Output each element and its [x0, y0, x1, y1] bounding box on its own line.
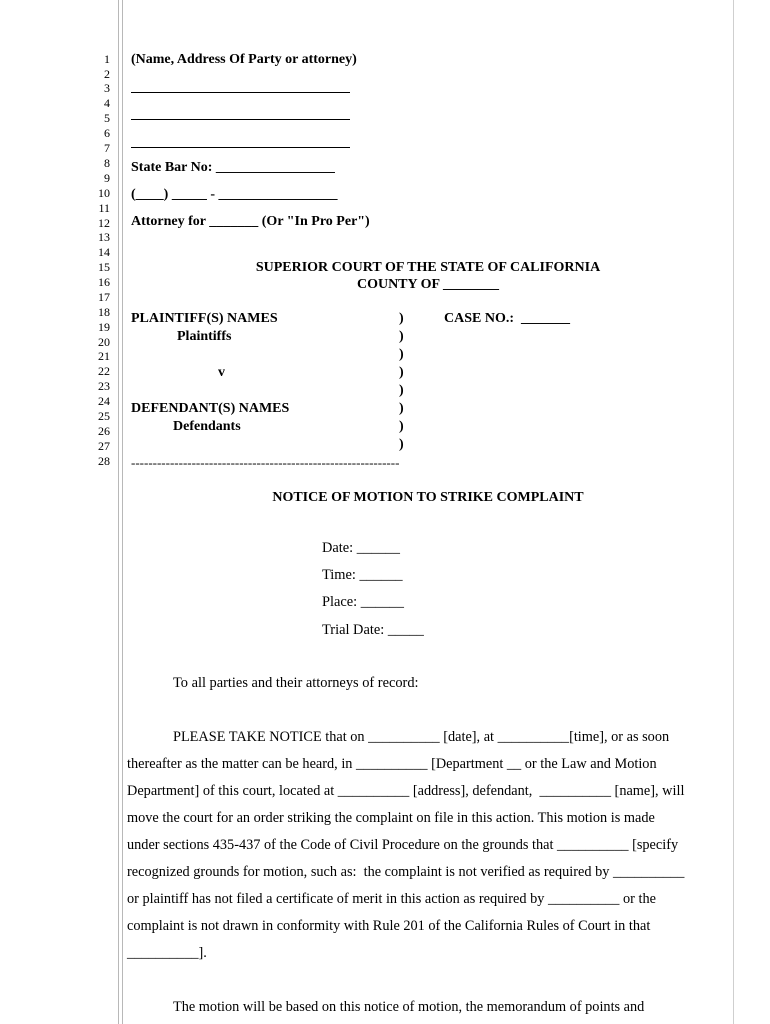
body-line: complaint is not drawn in conformity with Rule 201 of the California Rules of Court in that [127, 918, 651, 934]
hearing-place: Place: ______ [322, 594, 404, 610]
salutation: To all parties and their attorneys of record: [173, 675, 419, 691]
line-number: 23 [98, 379, 110, 393]
line-number: 9 [104, 171, 110, 185]
line-number: 26 [98, 424, 110, 438]
line-number: 25 [98, 409, 110, 423]
caption-paren: ) [399, 347, 404, 362]
line-number: 3 [104, 81, 110, 95]
line-number: 19 [98, 320, 110, 334]
line-number: 18 [98, 305, 110, 319]
attorney-for: Attorney for _______ (Or "In Pro Per") [131, 214, 370, 229]
body-line: Department] of this court, located at __________ [address], defendant, __________ [name], will [127, 783, 685, 799]
body-line: under sections 435-437 of the Code of Civil Procedure on the grounds that __________ [specify [127, 837, 679, 853]
caption-paren: ) [399, 365, 404, 380]
line-number: 20 [98, 335, 110, 349]
document-title: NOTICE OF MOTION TO STRIKE COMPLAINT [272, 490, 584, 505]
line-number: 14 [98, 245, 110, 259]
party-info-label: (Name, Address Of Party or attorney) [131, 52, 357, 67]
case-number: CASE NO.: _______ [444, 311, 571, 326]
plaintiff-names: PLAINTIFF(S) NAMES [131, 311, 278, 326]
line-number: 22 [98, 364, 110, 378]
body-line: recognized grounds for motion, such as: the complaint is not verified as required by __________ [127, 864, 685, 880]
hearing-date: Date: ______ [322, 540, 400, 556]
caption-paren: ) [399, 437, 404, 452]
line-number: 10 [98, 186, 110, 200]
line-number: 12 [98, 216, 110, 230]
trial-date: Trial Date: _____ [322, 622, 424, 638]
left-margin-line-inner [122, 0, 123, 1024]
caption-paren: ) [399, 419, 404, 434]
line-number: 7 [104, 141, 110, 155]
defendant-names: DEFENDANT(S) NAMES [131, 401, 290, 416]
body-line: or plaintiff has not filed a certificate of merit in this action as required by __________ or the [127, 891, 656, 907]
court-name: SUPERIOR COURT OF THE STATE OF CALIFORNIA [255, 260, 601, 275]
right-margin-line [733, 0, 734, 1024]
body-line: move the court for an order striking the complaint on file in this action. This motion is made [127, 810, 655, 826]
address-blank-line [131, 147, 350, 148]
county-line: COUNTY OF ________ [356, 277, 500, 292]
plaintiffs-label: Plaintiffs [177, 329, 232, 344]
caption-divider: -------------------------------------------------------------- [131, 455, 400, 470]
line-number: 1 [104, 52, 110, 66]
hearing-time: Time: ______ [322, 567, 403, 583]
line-number: 21 [98, 349, 110, 363]
versus-label: v [218, 365, 225, 380]
line-number: 27 [98, 439, 110, 453]
line-number: 4 [104, 96, 110, 110]
state-bar-number: State Bar No: _________________ [131, 160, 335, 175]
caption-paren: ) [399, 329, 404, 344]
line-number: 13 [98, 230, 110, 244]
caption-paren: ) [399, 311, 404, 326]
caption-paren: ) [399, 383, 404, 398]
line-number: 2 [104, 67, 110, 81]
defendants-label: Defendants [173, 419, 241, 434]
body-line: PLEASE TAKE NOTICE that on __________ [date], at __________[time], or as soon [173, 729, 670, 745]
line-number: 17 [98, 290, 110, 304]
line-number: 11 [98, 201, 110, 215]
line-number: 6 [104, 126, 110, 140]
body-line: The motion will be based on this notice of motion, the memorandum of points and [173, 999, 645, 1015]
line-number: 16 [98, 275, 110, 289]
body-line: __________]. [127, 945, 207, 961]
address-blank-line [131, 119, 350, 120]
line-number: 5 [104, 111, 110, 125]
line-number: 8 [104, 156, 110, 170]
phone-number: (____) _____ - _________________ [131, 187, 338, 202]
line-number: 15 [98, 260, 110, 274]
caption-paren: ) [399, 401, 404, 416]
line-number: 24 [98, 394, 110, 408]
line-number: 28 [98, 454, 110, 468]
body-line: thereafter as the matter can be heard, in __________ [Department __ or the Law and Motion [127, 756, 657, 772]
left-margin-line [118, 0, 119, 1024]
address-blank-line [131, 92, 350, 93]
